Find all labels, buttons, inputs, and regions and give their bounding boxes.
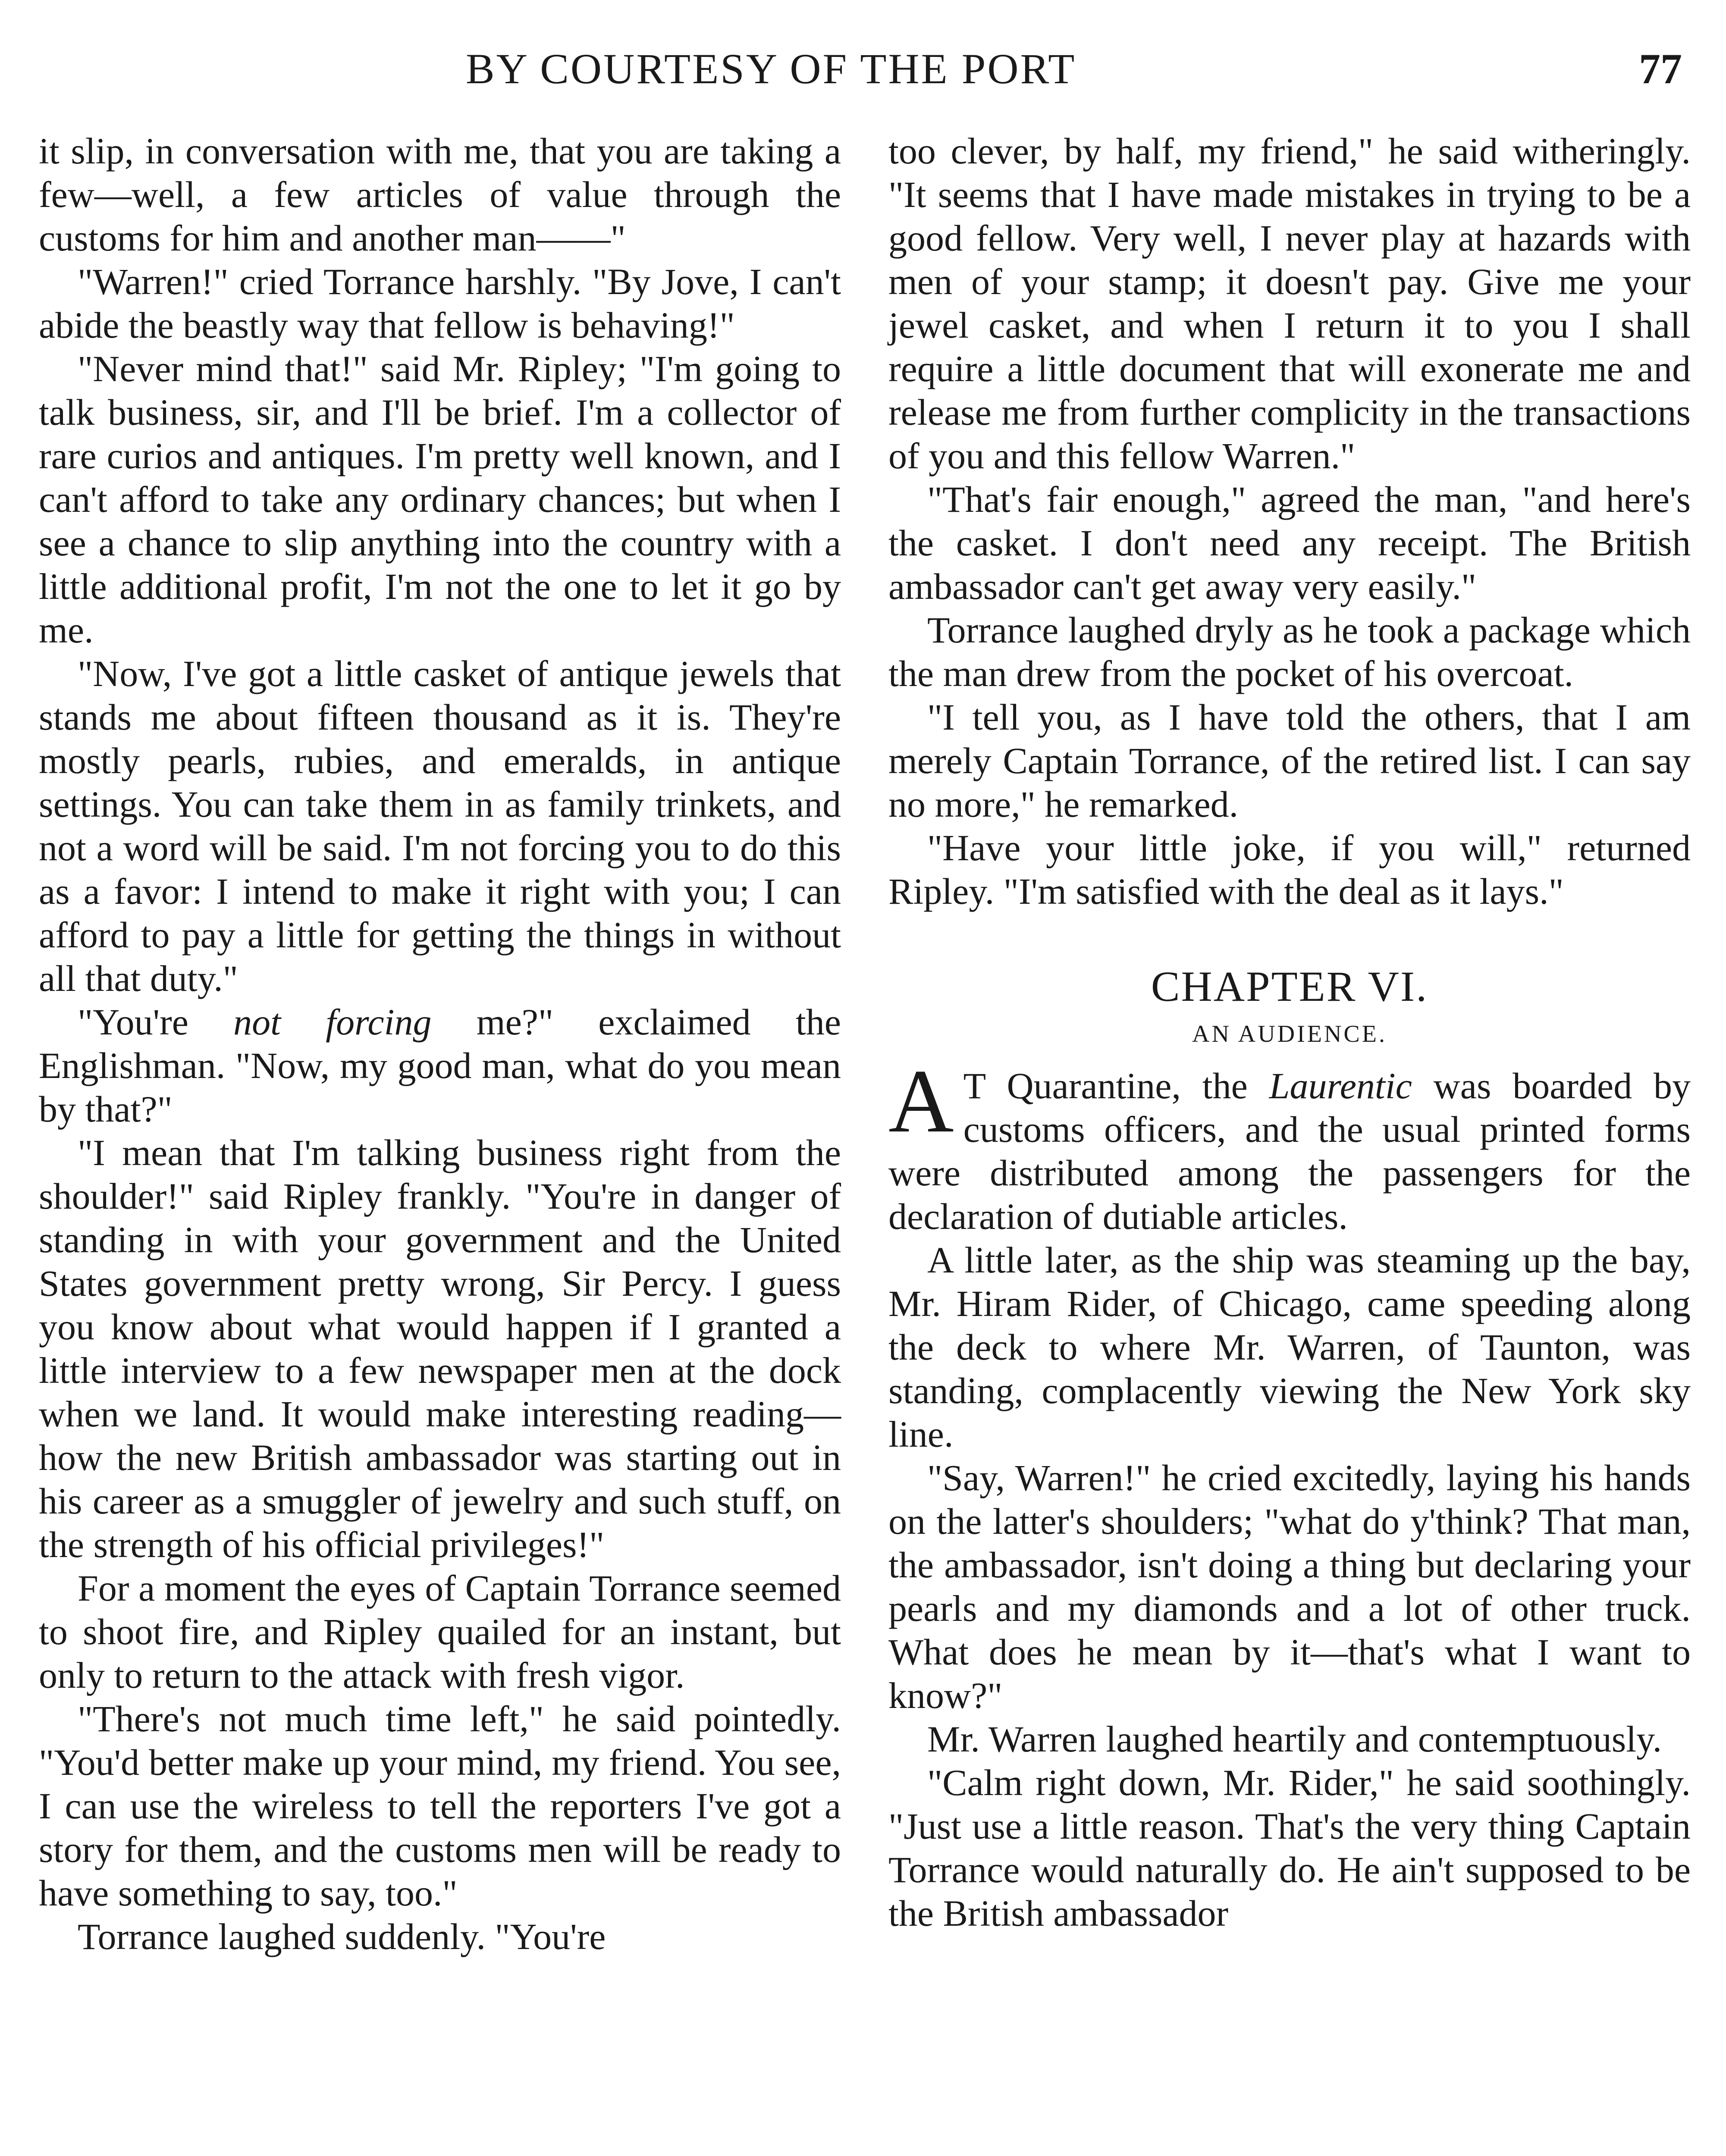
paragraph: Torrance laughed suddenly. "You're: [78, 1916, 606, 1957]
paragraph: "Have your little joke, if you will," returned Ripley. "I'm satisfied with the deal as it lays.": [888, 827, 1691, 912]
right-column: [888, 129, 1691, 1935]
paragraph: "I tell you, as I have told the others, that I am merely Captain Torrance, of the retired list. I can say no more," he remarked.: [888, 696, 1691, 825]
paragraph: A little later, as the ship was steaming up the bay, Mr. Hiram Rider, of Chicago, came speeding along the deck to where Mr. Warren, of Taunton, was standing, complacently viewing the New York sky line.: [888, 1239, 1691, 1455]
paragraph: too clever, by half, my friend," he said witheringly. "It seems that I have made mistakes in trying to be a good fellow. Very well, I never play at hazards with men of your stamp; it doesn't pay. Give me your jewel casket, and when I return it to you I shall require a little document that will exonerate me and release me from further complicity in the transactions of you and this fellow Warren.": [888, 130, 1691, 476]
paragraph: "Never mind that!" said Mr. Ripley; "I'm going to talk business, sir, and I'll be brief. I'm a collector of rare curios and antiques. I'm pretty well known, and I can't afford to take any ordinary chances; but when I see a chance to slip anything into the country with a little additional profit, I'm not the one to let it go by me.: [39, 348, 841, 651]
paragraph: "I mean that I'm talking business right from the shoulder!" said Ripley frankly. "You're in danger of standing in with your government and the United States government pretty wrong, Sir Percy. I guess you know about what would happen if I granted a little interview to a few newspaper men at the dock when we land. It would make interesting reading—how the new British ambassador was starting out in his career as a smuggler of jewelry and such stuff, on the strength of his official privileges!": [39, 1132, 841, 1565]
text-run: was boarded by customs officers, and the usual printed forms were distributed among the passengers for the declaration of dutiable articles.: [888, 1065, 1691, 1237]
paragraph: "That's fair enough," agreed the man, "and here's the casket. I don't need any receipt. The British ambassador can't get away very easily.": [888, 479, 1691, 607]
running-title: BY COURTESY OF THE PORT: [466, 45, 1076, 93]
text-run: Quarantine, the: [985, 1065, 1269, 1106]
paragraph: "Warren!" cried Torrance harshly. "By Jove, I can't abide the beastly way that fellow is behaving!": [39, 261, 841, 346]
small-caps-run: T: [963, 1065, 985, 1106]
chapter-heading: CHAPTER VI.: [1151, 962, 1428, 1010]
paragraph-with-emphasis: [39, 1000, 841, 1131]
chapter-subtitle: AN AUDIENCE.: [1192, 1021, 1387, 1047]
paragraph: "Calm right down, Mr. Rider," he said soothingly. "Just use a little reason. That's the very thing Captain Torrance would naturally do. He ain't supposed to be the British ambassador: [888, 1762, 1691, 1934]
chapter-opening-paragraph: [888, 1051, 1691, 1238]
paragraph: "Now, I've got a little casket of antique jewels that stands me about fifteen thousand as it is. They're mostly pearls, rubies, and emeralds, in antique settings. You can take them in as family trinkets, and not a word will be said. I'm not forcing you to do this as a favor: I intend to make it right with you; I can afford to pay a little for getting the things in without all that duty.": [39, 653, 841, 999]
emphasis-text: not forcing: [233, 1001, 432, 1043]
page-number: 77: [1639, 45, 1682, 93]
paragraph: it slip, in conversation with me, that you are taking a few—well, a few articles of value through the customs for him and another man——": [39, 130, 841, 259]
left-column: [39, 129, 841, 1959]
paragraph: Mr. Warren laughed heartily and contemptuously.: [927, 1718, 1662, 1760]
drop-cap: A: [888, 1051, 954, 1151]
paragraph: "Say, Warren!" he cried excitedly, laying his hands on the latter's shoulders; "what do y'think? That man, the ambassador, isn't doing a thing but declaring your pearls and my diamonds and a lot of other truck. What does he mean by it—that's what I want to know?": [888, 1457, 1691, 1716]
paragraph: For a moment the eyes of Captain Torrance seemed to shoot fire, and Ripley quailed for an instant, but only to return to the attack with fresh vigor.: [39, 1567, 841, 1696]
running-head: [0, 41, 1726, 97]
paragraph: "There's not much time left," he said pointedly. "You'd better make up your mind, my friend. You see, I can use the wireless to tell the reporters I've got a story for them, and the customs men will be ready to have something to say, too.": [39, 1698, 841, 1914]
text-run: "You're: [78, 1001, 234, 1043]
text-run: me?" exclaimed the Englishman. "Now, my good man, what do you mean by that?": [39, 1001, 841, 1130]
ship-name: Laurentic: [1269, 1065, 1412, 1106]
paragraph: Torrance laughed dryly as he took a package which the man drew from the pocket of his overcoat.: [888, 609, 1691, 694]
